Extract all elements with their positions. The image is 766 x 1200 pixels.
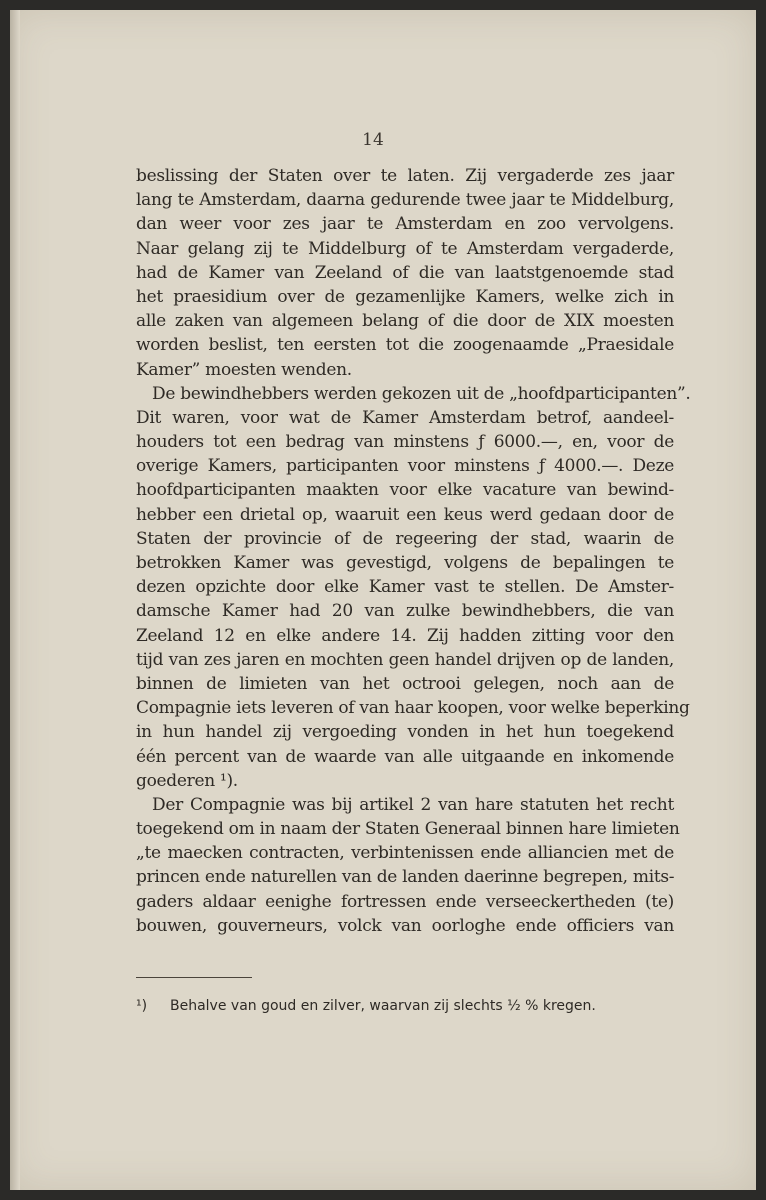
text-line: Compagnie iets leveren of van haar koopen, voor welke beperking [136, 698, 690, 719]
text-line: toegekend om in naam der Staten Generaal binnen hare limieten [136, 819, 680, 840]
text-line: gaders aldaar eenighe fortressen ende verseeckertheden (te) [136, 891, 674, 912]
footnote-marker: ¹) [136, 998, 148, 1014]
text-line: „te maecken contracten, verbintenissen ende alliancien met de [136, 843, 674, 864]
text-line: houders tot een bedrag van minstens ƒ 6000.—, en, voor de [136, 432, 674, 453]
text-line: het praesidium over de gezamenlijke Kamers, welke zich in [136, 286, 674, 307]
text-line: binnen de limieten van het octrooi gelegen, noch aan de [136, 673, 674, 694]
text-line: Naar gelang zij te Middelburg of te Amsterdam vergaderde, [136, 238, 674, 259]
text-line: Kamer” moesten wenden. [136, 359, 352, 380]
text-line: Dit waren, voor wat de Kamer Amsterdam betrof, aandeel- [136, 407, 674, 428]
footnote-text: Behalve van goud en zilver, waarvan zij slechts ½ % kregen. [170, 998, 596, 1014]
text-line: één percent van de waarde van alle uitgaande en inkomende [136, 746, 674, 767]
text-line: worden beslist, ten eersten tot die zoogenaamde „Praesidale [136, 335, 674, 356]
text-line: Der Compagnie was bij artikel 2 van hare statuten het recht [152, 794, 674, 815]
text-line: dezen opzichte door elke Kamer vast te stellen. De Amster- [136, 577, 674, 598]
footnote-rule [136, 977, 252, 978]
text-line: in hun handel zij vergoeding vonden in het hun toegekend [136, 722, 674, 743]
text-line: princen ende naturellen van de landen daerinne begrepen, mits- [136, 867, 675, 888]
text-line: Zeeland 12 en elke andere 14. Zij hadden zitting voor den [136, 625, 674, 646]
text-line: De bewindhebbers werden gekozen uit de „hoofdparticipanten”. [152, 383, 691, 404]
text-line: lang te Amsterdam, daarna gedurende twee jaar te Middelburg, [136, 190, 674, 211]
text-line: overige Kamers, participanten voor minstens ƒ 4000.—. Deze [136, 456, 674, 477]
text-line: damsche Kamer had 20 van zulke bewindhebbers, die van [136, 601, 674, 622]
text-line: tijd van zes jaren en mochten geen handel drijven op de landen, [136, 649, 674, 670]
text-line: dan weer voor zes jaar te Amsterdam en zoo vervolgens. [136, 214, 674, 235]
text-line: hoofdparticipanten maakten voor elke vacature van bewind- [136, 480, 674, 501]
text-line: betrokken Kamer was gevestigd, volgens de bepalingen te [136, 553, 674, 573]
text-line: had de Kamer van Zeeland of die van laatstgenoemde stad [136, 262, 674, 283]
text-line: hebber een drietal op, waaruit een keus werd gedaan door de [136, 504, 674, 525]
text-line: Staten der provincie of de regeering der stad, waarin de [136, 528, 674, 549]
footnote [136, 998, 674, 1014]
body-text [136, 164, 691, 938]
text-line: alle zaken van algemeen belang of die door de XIX moesten [136, 311, 674, 332]
text-line: beslissing der Staten over te laten. Zij vergaderde zes jaar [136, 166, 674, 186]
text-line: bouwen, gouverneurs, volck van oorloghe ende officiers van [136, 915, 674, 936]
page-edge-shadow [10, 10, 20, 1190]
page-number: 14 [362, 130, 384, 150]
text-line: goederen ¹). [136, 770, 238, 791]
